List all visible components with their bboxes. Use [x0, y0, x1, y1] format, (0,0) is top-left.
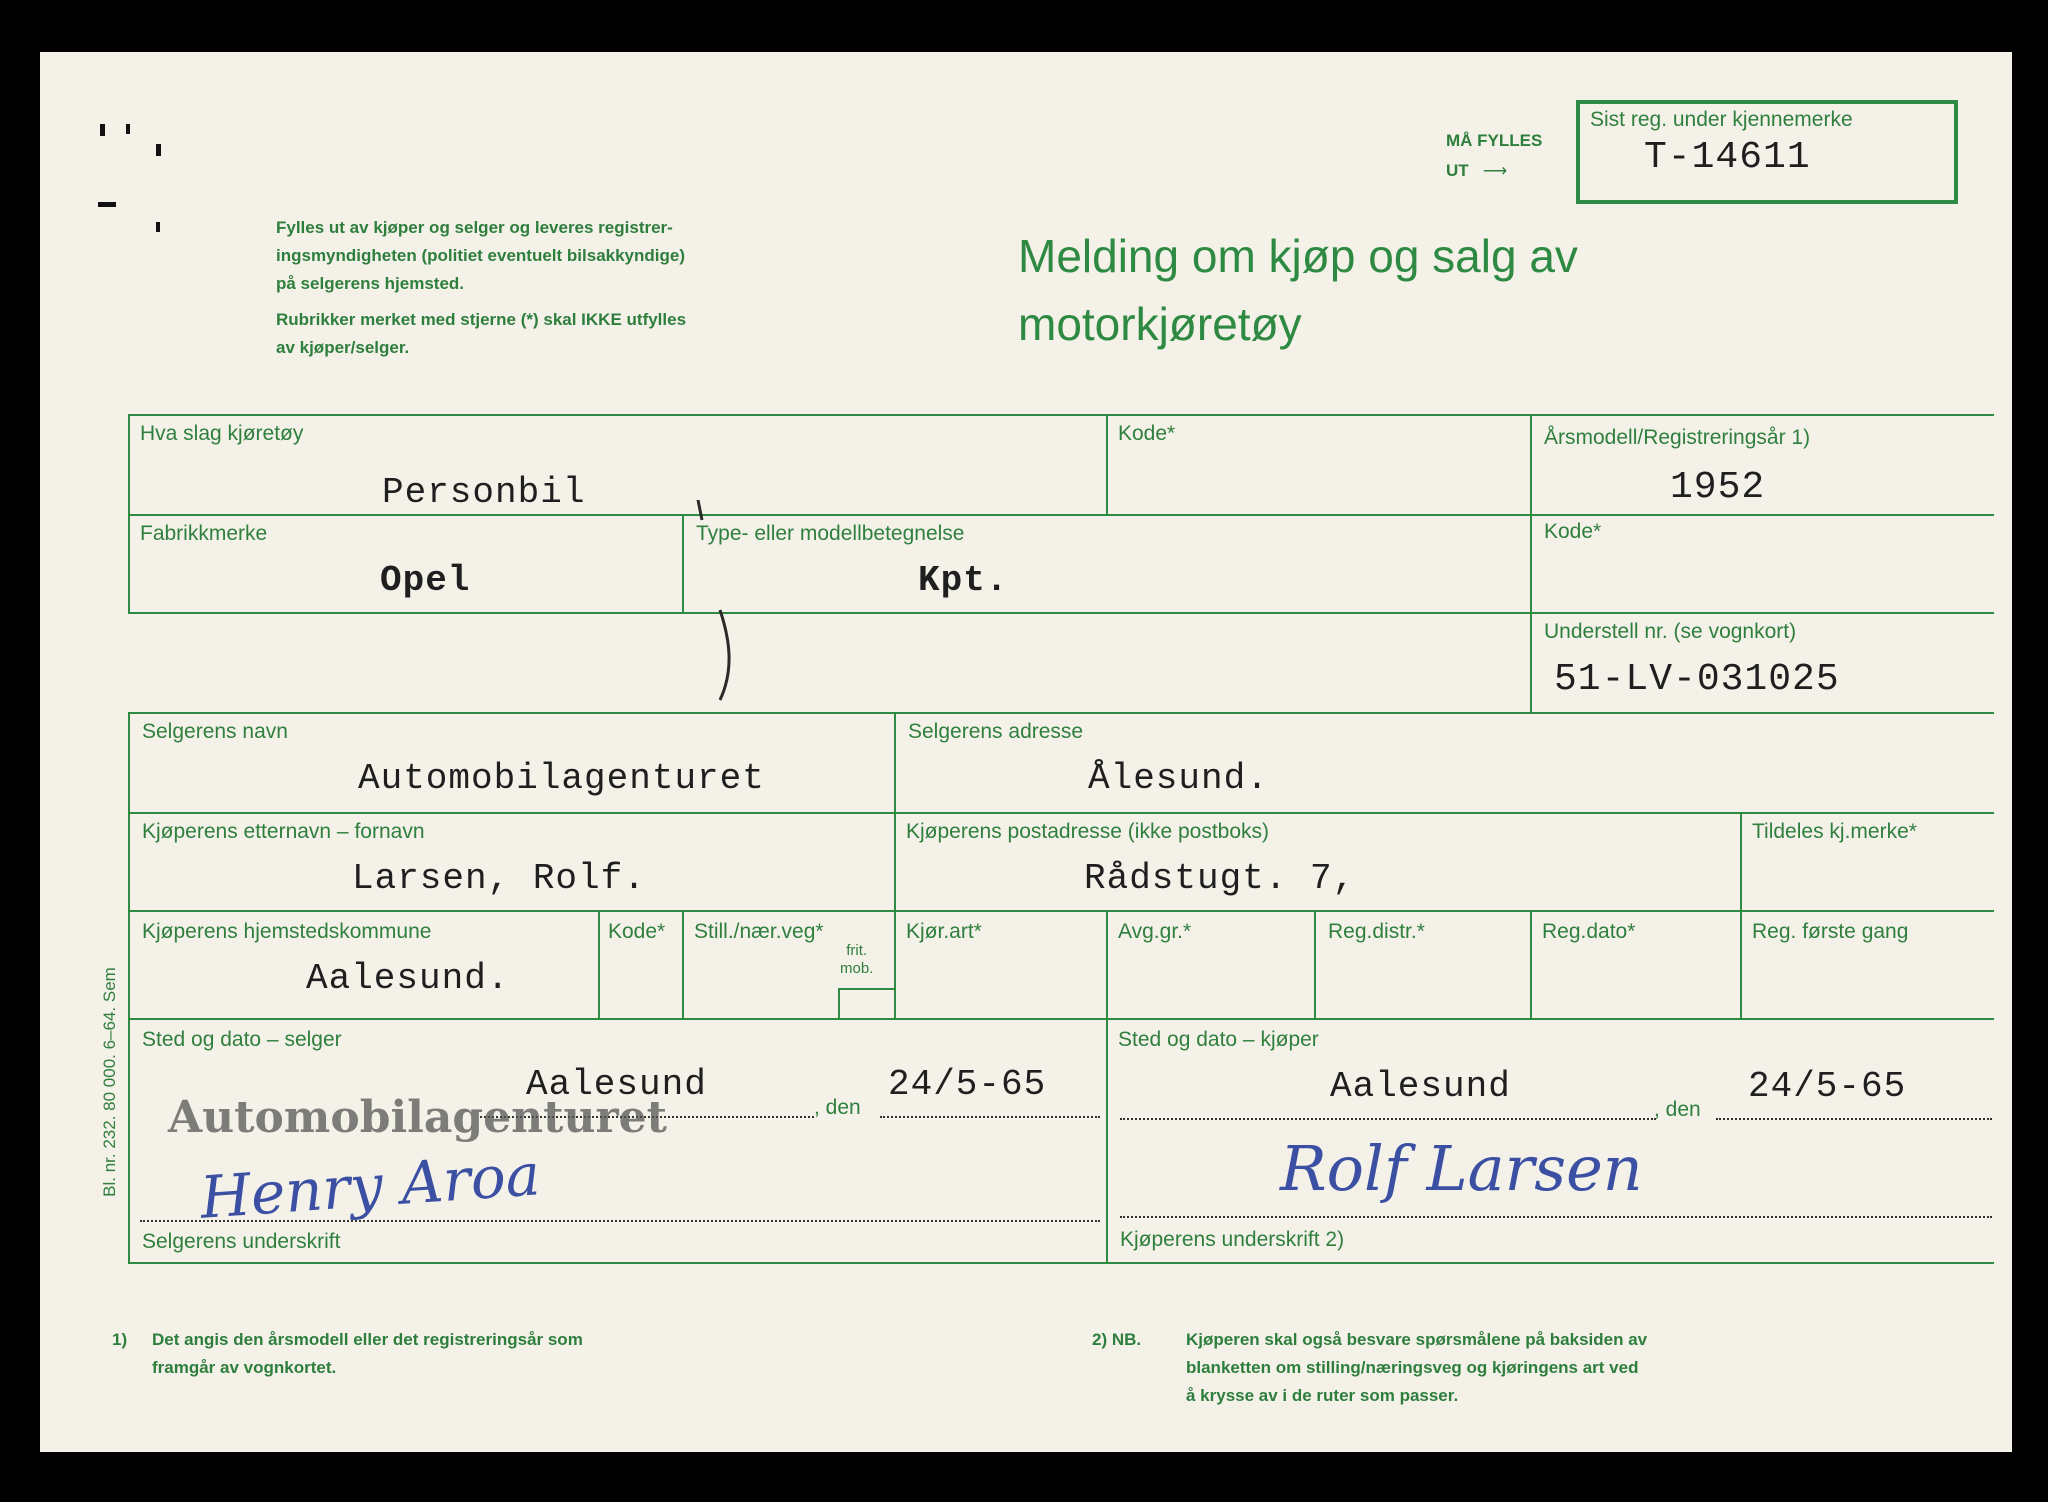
buyer-address-label: Kjøperens postadresse (ikke postboks) [906, 820, 1269, 843]
footnote-line: å krysse av i de ruter som passer. [1186, 1386, 1459, 1405]
avggr-label: Avg.gr.* [1118, 920, 1192, 943]
rule [1106, 1018, 1108, 1262]
municipality-value: Aalesund. [306, 958, 510, 999]
buyer-address-value: Rådstugt. 7, [1084, 858, 1356, 899]
instructions-fill [276, 214, 916, 298]
seller-address-label: Selgerens adresse [908, 720, 1084, 743]
mob-text: mob. [840, 960, 874, 977]
buyer-date-value: 24/5-65 [1748, 1066, 1907, 1107]
footnote-2 [1186, 1326, 1906, 1410]
rule [128, 514, 1994, 516]
model-year-value: 1952 [1670, 466, 1766, 509]
seller-name-value: Automobilagenturet [358, 758, 765, 799]
regforste-label: Reg. første gang [1752, 920, 1909, 943]
rule [128, 910, 1994, 912]
previous-registration-value: T-14611 [1644, 136, 1811, 179]
footnote-line: Det angis den årsmodell eller det registreringsår som [152, 1330, 583, 1349]
title-line-2: motorkjøretøy [1018, 298, 1302, 350]
footnote-1 [152, 1326, 772, 1382]
seller-date-line [880, 1116, 1100, 1118]
rule [1106, 414, 1108, 514]
regdistr-label: Reg.distr.* [1328, 920, 1425, 943]
instruction-line: på selgerens hjemsted. [276, 274, 465, 293]
buyer-name-label: Kjøperens etternavn – fornavn [142, 820, 425, 843]
pen-stroke-mark [690, 500, 750, 710]
arrow-right-icon: ⟶ [1473, 161, 1508, 180]
rule [598, 912, 600, 1018]
den-label: , den [1654, 1098, 1701, 1121]
footnote-1-number: 1) [112, 1330, 128, 1349]
seller-company-stamp: Automobilagenturet [168, 1092, 667, 1143]
code-label-2: Kode* [1544, 520, 1602, 543]
make-label: Fabrikkmerke [140, 522, 268, 545]
stilling-label: Still./nær.veg* [694, 920, 824, 943]
seller-sign-label: Selgerens underskrift [142, 1230, 341, 1253]
kjorart-label: Kjør.art* [906, 920, 982, 943]
title-line-1: Melding om kjøp og salg av [1018, 230, 1578, 282]
rule [894, 712, 896, 1018]
footnote-line: framgår av vognkortet. [152, 1358, 337, 1377]
rule [682, 514, 684, 614]
footnote-2-number: 2) NB. [1092, 1330, 1142, 1349]
rule [1522, 612, 1994, 614]
form-title [1018, 222, 1578, 358]
instructions-stars [276, 306, 916, 362]
buyer-place-value: Aalesund [1330, 1066, 1511, 1107]
rule [682, 912, 684, 1018]
must-fill-note [1446, 126, 1542, 186]
den-label: , den [814, 1096, 861, 1119]
frit-mob-checkbox [838, 988, 894, 1018]
seller-signature-line [140, 1220, 1100, 1222]
rule [1106, 912, 1108, 1018]
rule [128, 1018, 1994, 1020]
kode-label: Kode* [608, 920, 666, 943]
seller-signature: Henry Aroa [198, 1140, 543, 1232]
rule [1530, 414, 1532, 712]
form-sheet [40, 52, 2012, 1452]
rule [128, 1018, 130, 1262]
frit-mob-label [840, 942, 873, 978]
buyer-name-value: Larsen, Rolf. [352, 858, 646, 899]
chassis-value: 51-LV-031025 [1554, 658, 1840, 701]
rule [128, 812, 1994, 814]
rule [1314, 912, 1316, 1018]
model-value: Kpt. [918, 560, 1009, 601]
rule [1740, 812, 1742, 1018]
seller-name-label: Selgerens navn [142, 720, 288, 743]
instruction-line: av kjøper/selger. [276, 338, 410, 357]
instruction-line: Fylles ut av kjøper og selger og leveres registrer- [276, 218, 673, 237]
instruction-line: ingsmyndigheten (politiet eventuelt bilsakkyndige) [276, 246, 686, 265]
seller-place-label: Sted og dato – selger [142, 1028, 342, 1051]
footnote-line: blanketten om stilling/næringsveg og kjøringens art ved [1186, 1358, 1639, 1377]
rule [128, 414, 1994, 416]
chassis-label: Understell nr. (se vognkort) [1544, 620, 1797, 643]
rule [128, 612, 1522, 614]
rule [128, 712, 1994, 714]
code-label: Kode* [1118, 422, 1176, 445]
vehicle-type-value: Personbil [382, 472, 586, 513]
buyer-place-line [1120, 1118, 1656, 1120]
rule [128, 414, 130, 614]
previous-registration-label: Sist reg. under kjennemerke [1590, 108, 1853, 131]
buyer-sign-label: Kjøperens underskrift 2) [1120, 1228, 1345, 1251]
municipality-label: Kjøperens hjemstedskommune [142, 920, 432, 943]
footnote-line: Kjøperen skal også besvare spørsmålene på baksiden av [1186, 1330, 1648, 1349]
seller-date-value: 24/5-65 [888, 1064, 1047, 1105]
seller-place-value: Aalesund [526, 1064, 707, 1105]
rule [128, 712, 130, 1018]
model-year-label: Årsmodell/Registreringsår 1) [1544, 426, 1811, 449]
must-fill-ut: UT [1446, 161, 1469, 180]
make-value: Opel [380, 560, 471, 601]
model-label: Type- eller modellbetegnelse [696, 522, 965, 545]
rule [128, 1262, 1994, 1264]
instruction-line: Rubrikker merket med stjerne (*) skal IKKE utfylles [276, 310, 687, 329]
vehicle-type-label: Hva slag kjøretøy [140, 422, 304, 445]
rule [1530, 912, 1532, 1018]
must-fill-text: MÅ FYLLES [1446, 131, 1543, 150]
buyer-signature-line [1120, 1216, 1992, 1218]
buyer-place-label: Sted og dato – kjøper [1118, 1028, 1319, 1051]
seller-address-value: Ålesund. [1088, 758, 1269, 799]
plate-label: Tildeles kj.merke* [1752, 820, 1917, 843]
regdato-label: Reg.dato* [1542, 920, 1636, 943]
form-number-side-text: Bl. nr. 232. 80 000. 6–64. Sem [100, 967, 119, 1197]
buyer-date-line [1716, 1118, 1992, 1120]
punch-marks [98, 124, 128, 244]
buyer-signature: Rolf Larsen [1280, 1132, 1643, 1205]
frit-text: frit. [846, 942, 868, 959]
